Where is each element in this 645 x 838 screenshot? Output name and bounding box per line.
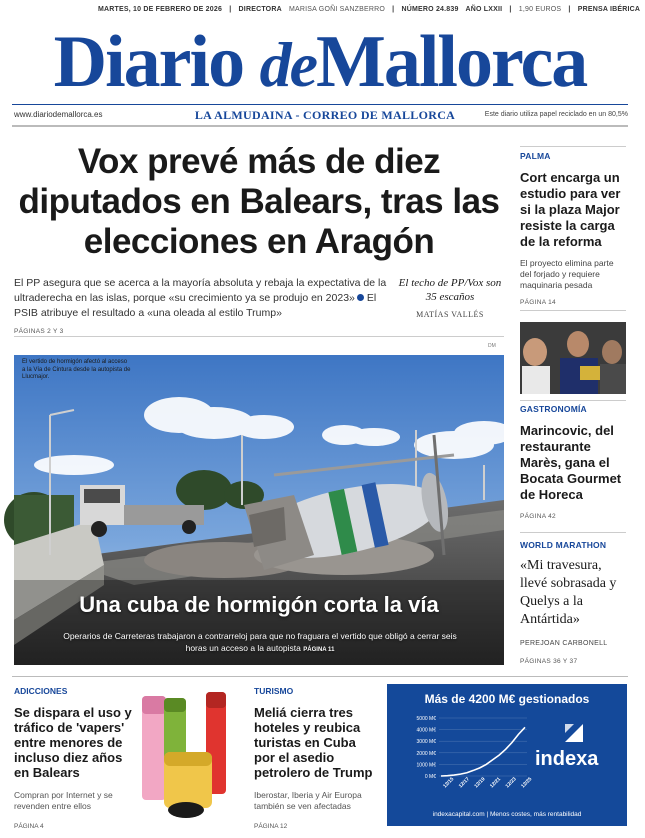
concrete-truck-photo bbox=[14, 355, 504, 665]
photo-credit: DM bbox=[488, 343, 496, 349]
marathon-headline[interactable]: «Mi travesura, llevé sobrasada y Quelys a la Antártida» bbox=[520, 558, 617, 627]
photo-page: PÁGINA 11 bbox=[303, 647, 335, 653]
ad-chart-x-tick: 12/17 bbox=[457, 776, 471, 790]
logo-part-3: Mallorca bbox=[315, 21, 587, 103]
marathon-author: PEREJOAN CARBONELL bbox=[520, 640, 608, 647]
main-lead bbox=[14, 276, 388, 321]
vape-devices-icon bbox=[136, 692, 240, 824]
header-divider bbox=[12, 125, 628, 127]
indexa-logo-icon bbox=[565, 724, 583, 742]
newspaper-logo[interactable] bbox=[0, 22, 640, 105]
ad-chart-series-line bbox=[441, 727, 525, 776]
bullet-icon bbox=[357, 294, 364, 301]
indexa-ad[interactable] bbox=[387, 684, 627, 826]
ad-chart-y-tick: 5000 M€ bbox=[416, 716, 436, 722]
recycled-paper-note: Este diario utiliza papel reciclado en un 80,5% bbox=[484, 111, 628, 118]
right-column-divider bbox=[520, 532, 626, 533]
ad-title: Más de 4200 M€ gestionados bbox=[424, 692, 590, 706]
ad-chart-y-tick: 2000 M€ bbox=[416, 750, 436, 757]
opinion-title: El techo de PP/Vox son 35 escaños bbox=[398, 277, 502, 303]
photo-caption: El vertido de hormigón afectó al acceso a la Vía de Cintura desde la autopista de Llucmajor. bbox=[22, 359, 131, 380]
website-link[interactable]: www.diariodemallorca.es bbox=[14, 110, 103, 119]
ad-chart-x-tick: 12/25 bbox=[520, 776, 534, 790]
turismo-headline[interactable]: Meliá cierra tres hoteles y reubica turistas en Cuba por el asedio petrolero de Trump bbox=[254, 705, 373, 780]
ad-chart bbox=[401, 714, 534, 804]
right-column-divider bbox=[520, 310, 626, 311]
photo-title[interactable]: Una cuba de hormigón corta la vía bbox=[79, 592, 439, 617]
opinion-box[interactable] bbox=[396, 276, 504, 319]
palma-pages: PÁGINA 14 bbox=[520, 299, 556, 306]
marathon-pages: PÁGINAS 36 Y 37 bbox=[520, 658, 578, 665]
right-column-divider bbox=[520, 400, 626, 401]
turismo-text: Iberostar, Iberia y Air Europa también se ven afectadas bbox=[254, 790, 362, 811]
ad-footer: indexacapital.com | Menos costes, más rentabilidad bbox=[432, 811, 582, 818]
ad-chart-y-tick: 3000 M€ bbox=[416, 739, 436, 746]
palma-headline[interactable]: Cort encarga un estudio para ver si la plaza Major resiste la carga de la reforma bbox=[520, 170, 621, 249]
main-divider bbox=[14, 336, 504, 337]
logo-part-2: de bbox=[259, 29, 316, 100]
adicciones-pages: PÁGINA 4 bbox=[14, 823, 44, 830]
section-gastronomia[interactable]: GASTRONOMÍA bbox=[520, 404, 587, 414]
section-marathon[interactable]: WORLD MARATHON bbox=[520, 540, 607, 550]
right-column-divider bbox=[520, 146, 626, 147]
ad-chart-x-tick: 12/21 bbox=[488, 776, 503, 790]
main-photo[interactable] bbox=[14, 355, 504, 665]
main-pages: PÁGINAS 2 Y 3 bbox=[14, 328, 64, 335]
masthead-subtitle: LA ALMUDAINA - CORREO DE MALLORCA bbox=[194, 108, 456, 122]
ad-brand: indexa bbox=[535, 748, 599, 770]
ad-chart-x-tick: 12/23 bbox=[504, 776, 518, 790]
ad-chart-x-tick: 12/19 bbox=[473, 776, 487, 790]
gastronomia-headline[interactable]: Marincovic, del restaurante Marès, gana el Bocata Gourmet de Horeca bbox=[520, 423, 622, 502]
section-adicciones[interactable]: ADICCIONES bbox=[14, 686, 68, 696]
gastronomia-pages: PÁGINA 42 bbox=[520, 513, 556, 520]
issue-number: NÚMERO 24.839 bbox=[401, 6, 459, 13]
director-name: MARISA GOÑI SANZBERRO bbox=[289, 6, 385, 13]
director-label: DIRECTORA bbox=[238, 6, 282, 13]
adicciones-headline[interactable]: Se dispara el uso y tráfico de 'vapers' entre menores de incluso diez años en Balears bbox=[14, 705, 132, 780]
publisher-group: PRENSA IBÉRICA bbox=[577, 6, 641, 13]
main-headline[interactable]: Vox prevé más de diez diputados en Balears, tras las elecciones en Aragón bbox=[18, 142, 500, 261]
ad-chart-y-tick: 0 M€ bbox=[424, 774, 436, 780]
logo-part-1: Diario bbox=[53, 21, 260, 103]
chef-photo[interactable] bbox=[520, 322, 626, 394]
photo-text bbox=[60, 630, 460, 656]
lead-text-2: El PSIB atribuye el resultado a «una oleada al estilo Trump» bbox=[14, 292, 377, 319]
dateline: MARTES, 10 DE FEBRERO DE 2026 | DIRECTORA MARISA GOÑI SANZBERRO | NÚMERO 24.839 AÑO LXXII | 1,90 EUROS | PRENSA IBÉRICA bbox=[98, 6, 641, 13]
issue-price: 1,90 EUROS bbox=[518, 6, 562, 13]
masthead-divider bbox=[12, 104, 628, 105]
bottom-divider bbox=[12, 676, 628, 677]
section-palma[interactable]: PALMA bbox=[520, 151, 551, 161]
turismo-pages: PÁGINA 12 bbox=[254, 823, 288, 830]
photo-text-body: Operarios de Carreteras trabajaron a contrarreloj para que no fraguara el vertido que obligó a cerrar seis horas un acceso a la autopista bbox=[63, 631, 457, 653]
section-turismo[interactable]: TURISMO bbox=[254, 686, 294, 696]
vapers-image bbox=[136, 692, 240, 824]
palma-text: El proyecto elimina parte del forjado y requiere maquinaria pesada bbox=[520, 258, 614, 290]
issue-year: AÑO LXXII bbox=[465, 6, 503, 13]
chef-image bbox=[520, 322, 626, 394]
opinion-author: MATÍAS VALLÉS bbox=[416, 310, 484, 319]
date: MARTES, 10 DE FEBRERO DE 2026 bbox=[98, 6, 223, 13]
ad-chart-y-tick: 4000 M€ bbox=[416, 727, 436, 734]
lead-text-1: El PP asegura que se acerca a la mayoría absoluta y rebaja la expectativa de la ultraderecha en las islas, porque «su crecimiento ya se produjo en 2023» bbox=[14, 277, 387, 304]
ad-chart-x-tick: 12/15 bbox=[442, 776, 456, 790]
adicciones-text: Compran por Internet y se revenden entre ellos bbox=[14, 790, 113, 811]
ad-chart-y-tick: 1000 M€ bbox=[416, 762, 436, 769]
